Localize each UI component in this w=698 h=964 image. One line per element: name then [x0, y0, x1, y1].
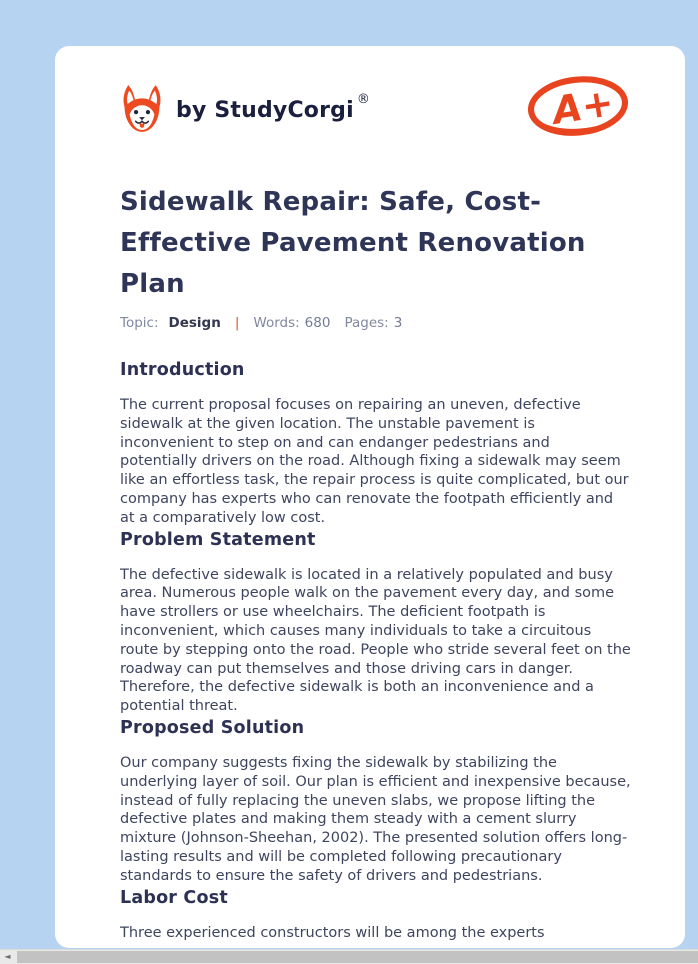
logo-wordmark: by StudyCorgi ®	[176, 91, 371, 123]
section-paragraph: The defective sidewalk is located in a relatively populated and busy area. Numerous people walk on the pavement every day, and some have strollers or use wheelchairs. The deficient footpath is inconvenient, which causes many individuals to take a circuitous route by stepping onto the road. People who stride several feet on the roadway can put themselves and those driving cars in danger. Therefore, the defective sidewalk is both an inconvenience and a potential threat.	[120, 566, 631, 715]
document-header	[120, 78, 631, 142]
registered-trademark: ®	[356, 91, 371, 107]
topic-label: Topic:	[120, 315, 159, 331]
corgi-icon	[120, 83, 164, 137]
section-heading-proposed-solution: Proposed Solution	[120, 717, 305, 738]
document-card	[55, 46, 685, 948]
scroll-left-arrow-icon[interactable]: ◄	[0, 950, 15, 964]
page-title: Sidewalk Repair: Safe, Cost-Effective Pavement Renovation Plan	[120, 187, 586, 299]
horizontal-scrollbar[interactable]	[0, 949, 698, 964]
badge-grade-text: A+	[549, 79, 617, 133]
section-paragraph: Our company suggests fixing the sidewalk by stabilizing the underlying layer of soil. Our plan is efficient and inexpensive because, instead of fully replacing the uneven slabs, we propose lifting the defective plates and making them steady with a cement slurry mixture (Johnson-Sheehan, 2002). The presented solution offers long-lasting results and will be completed following precautionary standards to ensure the safety of drivers and pedestrians.	[120, 754, 631, 884]
words-label: Words:	[253, 315, 300, 331]
essay-body	[120, 361, 631, 942]
pages-count: 3	[393, 315, 403, 331]
article-meta	[120, 315, 631, 331]
horizontal-scrollbar-thumb[interactable]	[17, 951, 698, 963]
words-count: 680	[304, 315, 331, 331]
section-heading-introduction: Introduction	[120, 360, 245, 380]
section-heading-labor-cost: Labor Cost	[120, 887, 228, 908]
pages-label: Pages:	[344, 315, 389, 331]
studycorgi-logo	[120, 83, 371, 137]
section-heading-problem-statement: Problem Statement	[120, 529, 316, 550]
topic-link-design[interactable]: Design	[168, 315, 221, 331]
a-plus-badge	[525, 75, 631, 145]
section-paragraph: The current proposal focuses on repairing an uneven, defective sidewalk at the given location. The unstable pavement is inconvenient to step on and can endanger pedestrians and potentially drivers on the road. Although fixing a sidewalk may seem like an effortless task, the repair process is quite complicated, but our company has experts who can renovate the footpath efficiently and at a comparatively low cost.	[120, 397, 629, 526]
meta-separator: |	[234, 315, 240, 331]
section-paragraph: Three experienced constructors will be among the experts	[120, 924, 545, 941]
